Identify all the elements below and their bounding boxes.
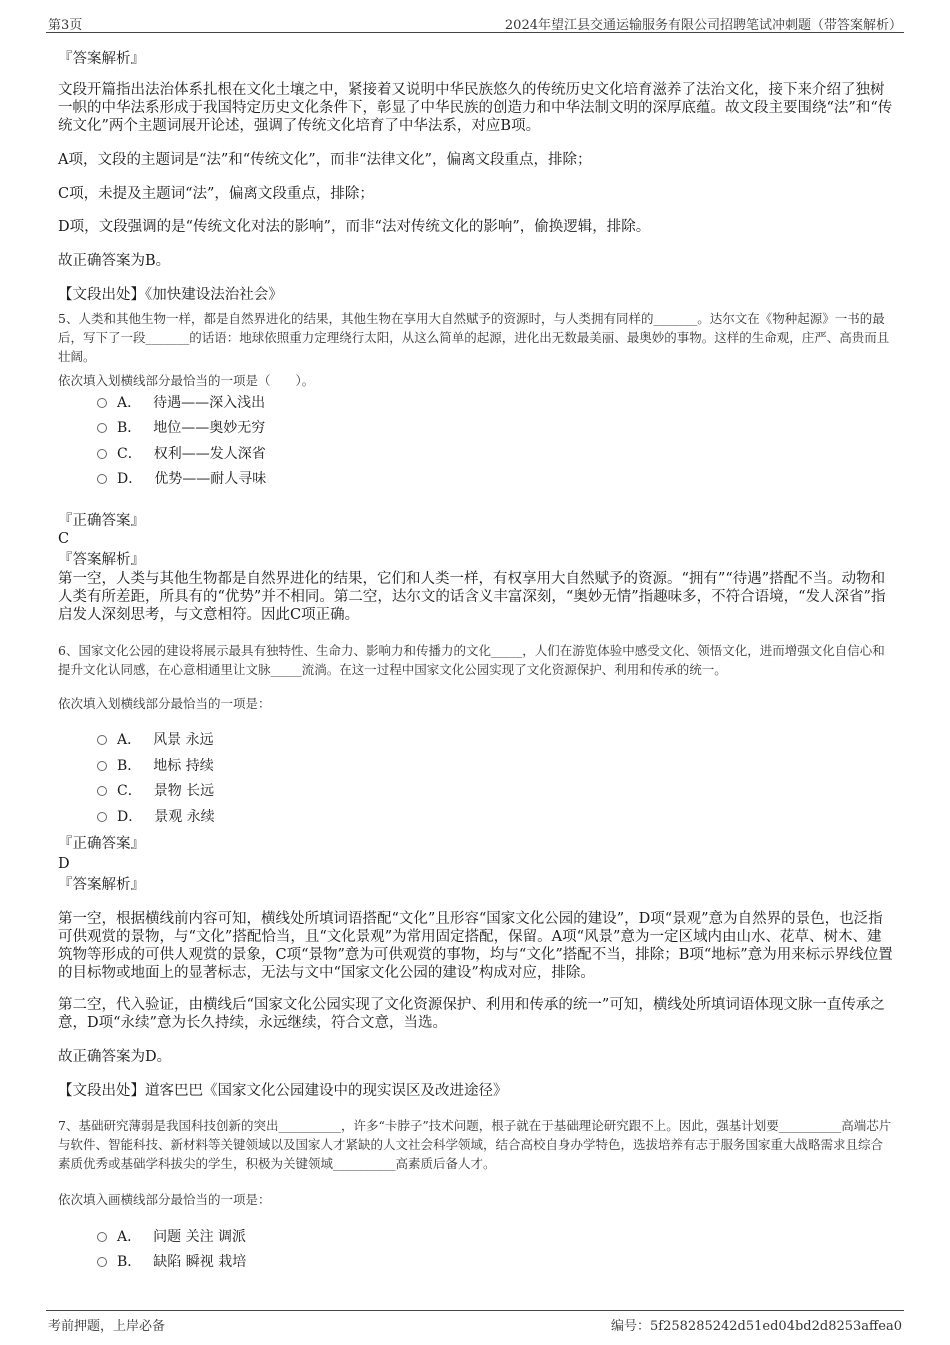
q6-option-d[interactable]: D． 景观 永续 (97, 808, 215, 826)
q5-option-d[interactable]: D． 优势——耐人寻味 (97, 470, 266, 488)
q6-analysis-p1: 第一空，根据横线前内容可知，横线处所填词语搭配“文化”且形容“国家文化公园的建设”，D项“景观”意为自然界的景色，也泛指可供观赏的景物，与“文化”搭配恰当，且“文化景观”为常用固定搭配，保留。A项“风景”意为一定区域内由山水、花草、树木、建筑物等形成的可供人观赏的景象，C项“景物”意为可供观赏的事物，均与“文化”搭配不当，排除；B项“地标”意为用来标示界线位置的目标物或地面上的显著标志，无法与文中“国家文化公园的建设”构成对应，排除。 (58, 911, 893, 981)
q5-correct-answer: C (58, 531, 70, 547)
q6-analysis-p2: 第二空，代入验证，由横线后“国家文化公园实现了文化资源保护、利用和传承的统一”可知，横线处所填词语体现文脉一直传承之意，D项“永续”意为长久持续，永远继续，符合文意，当选。 (58, 997, 885, 1031)
q4-analysis-p2: A项，文段的主题词是“法”和“传统文化”，而非“法律文化”，偏离文段重点，排除； (58, 152, 592, 168)
page-header (46, 12, 904, 33)
q7-option-a[interactable]: A． 问题 关注 调派 (97, 1228, 246, 1246)
radio-icon[interactable] (97, 423, 107, 433)
q6-source: 【文段出处】道客巴巴《国家文化公园建设中的现实误区及改进途径》 (58, 1083, 508, 1099)
q7-stem: 7、基础研究薄弱是我国科技创新的突出__________，许多“卡脖子”技术问题，根子就在于基础理论研究跟不上。因此，强基计划要__________高端芯片与软件、智能科技、新材料等关键领域以及国家人才紧缺的人文社会科学领域，结合高校自身办学特色，选拔培养有志于服务国家重大战略需求且综合素质优秀或基础学科拔尖的学生，积极为关键领域__________高素质后备人才。 (58, 1118, 892, 1171)
q5-analysis-label: 『答案解析』 (58, 552, 145, 568)
q5-option-b[interactable]: B． 地位——奥妙无穷 (97, 419, 265, 437)
q4-source: 【文段出处】《加快建设法治社会》 (58, 287, 283, 303)
q6-conclusion: 故正确答案为D。 (58, 1049, 172, 1065)
q6-prompt: 依次填入划横线部分最恰当的一项是： (58, 696, 271, 711)
radio-icon[interactable] (97, 786, 107, 796)
q6-option-a[interactable]: A． 风景 永远 (97, 731, 214, 749)
q4-analysis-label: 『答案解析』 (58, 51, 145, 67)
q5-analysis: 第一空，人类与其他生物都是自然界进化的结果，它们和人类一样，有权享用大自然赋予的资源。“拥有”“待遇”搭配不当。动物和人类有所差距，所具有的“优势”并不相同。第二空，达尔文的话含义丰富深刻，“奥妙无情”指趣味多，不符合语境，“发人深省”指启发人深刻思考，与文意相符。因此C项正确。 (58, 571, 886, 623)
q5-option-c[interactable]: C． 权利——发人深省 (97, 445, 266, 463)
radio-icon[interactable] (97, 449, 107, 459)
page-footer (46, 1310, 904, 1335)
q7-option-b[interactable]: B． 缺陷 瞬视 栽培 (97, 1253, 246, 1271)
radio-icon[interactable] (97, 812, 107, 822)
radio-icon[interactable] (97, 474, 107, 484)
radio-icon[interactable] (97, 761, 107, 771)
q5-correct-label: 『正确答案』 (58, 513, 145, 529)
q4-conclusion: 故正确答案为B。 (58, 253, 171, 269)
q6-correct-answer: D (58, 856, 70, 872)
radio-icon[interactable] (97, 735, 107, 745)
q6-option-b[interactable]: B． 地标 持续 (97, 757, 214, 775)
q7-prompt: 依次填入画横线部分最恰当的一项是： (58, 1192, 271, 1207)
radio-icon[interactable] (97, 1257, 107, 1267)
q4-analysis-p3: C项，未提及主题词“法”，偏离文段重点，排除； (58, 186, 374, 202)
q4-analysis-p1: 文段开篇指出法治体系扎根在文化土壤之中，紧接着又说明中华民族悠久的传统历史文化培育滋养了法治文化，接下来介绍了独树一帜的中华法系形成于我国特定历史文化条件下，彰显了中华民族的创造力和中华法制文明的深厚底蕴。故文段主要围绕“法”和“传统文化”两个主题词展开论述，强调了传统文化培育了中华法系，对应B项。 (58, 82, 893, 134)
q4-analysis-p4: D项，文段强调的是“传统文化对法的影响”，而非“法对传统文化的影响”，偷换逻辑，排除。 (58, 219, 651, 235)
q5-option-a[interactable]: A． 待遇——深入浅出 (97, 394, 265, 412)
q6-stem: 6、国家文化公园的建设将展示最具有独特性、生命力、影响力和传播力的文化_____，人们在游览体验中感受文化、领悟文化，进而增强文化自信心和提升文化认同感，在心意相通里让文脉_____流淌。在这一过程中国家文化公园实现了文化资源保护、利用和传承的统一。 (58, 643, 885, 677)
radio-icon[interactable] (97, 1232, 107, 1242)
q5-prompt: 依次填入划横线部分最恰当的一项是（ ）。 (58, 373, 315, 388)
document-title: 2024年望江县交通运输服务有限公司招聘笔试冲刺题（带答案解析） (504, 18, 902, 33)
page-number: 第3页 (48, 18, 83, 33)
footer-slogan: 考前押题，上岸必备 (48, 1319, 166, 1334)
q6-analysis-label: 『答案解析』 (58, 877, 145, 893)
q6-option-c[interactable]: C． 景物 长远 (97, 782, 214, 800)
q6-correct-label: 『正确答案』 (58, 836, 145, 852)
document-id: 编号：5f258285242d51ed04bd2d8253affea0 (611, 1319, 902, 1334)
radio-icon[interactable] (97, 398, 107, 408)
q5-stem: 5、人类和其他生物一样，都是自然界进化的结果，其他生物在享用大自然赋予的资源时，与人类拥有同样的_______。达尔文在《物种起源》一书的最后，写下了一段_______的话语：地球依照重力定理绕行太阳，从这么简单的起源，进化出无数最美丽、最奥妙的事物。这样的生命观，庄严、高贵而且壮阔。 (58, 311, 890, 364)
